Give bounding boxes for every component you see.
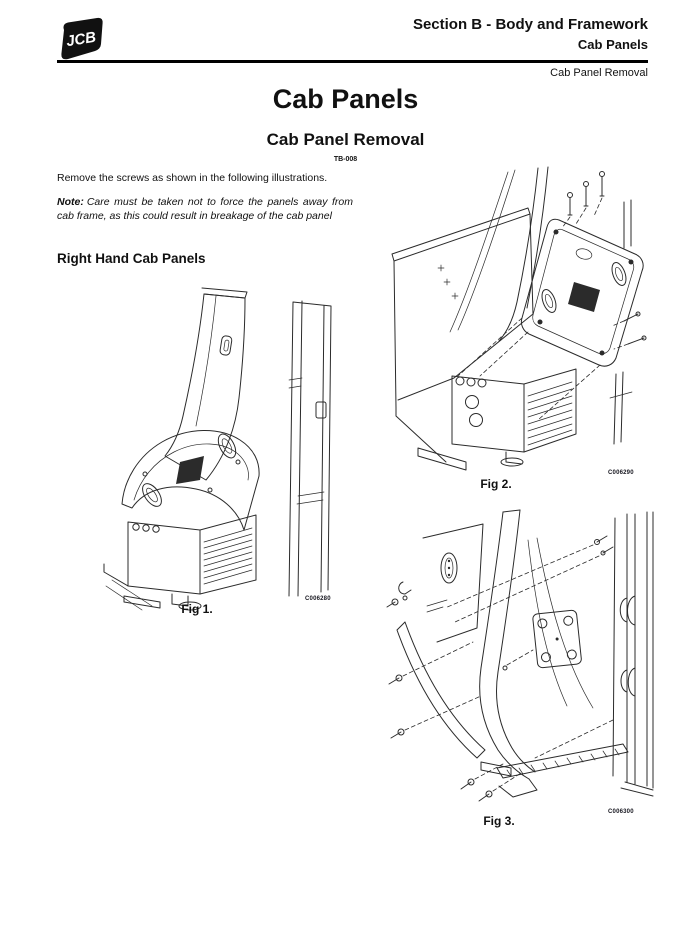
note-paragraph: [57, 196, 353, 223]
header-section-title: Section B - Body and Framework: [412, 16, 648, 33]
header-chapter-title: Cab Panels: [577, 36, 648, 52]
note-text: Care must be taken not to force the panels away from cab frame, as this could result in breakage of the cab panel: [57, 196, 353, 222]
figure-3-illustration: [385, 510, 657, 808]
figure-1-caption: Fig 1.: [181, 602, 213, 616]
note-label: Note:: [57, 196, 84, 208]
figure-3-code: C006300: [608, 809, 634, 815]
figure-1-code: C006280: [305, 596, 331, 602]
figure-2-code: C006290: [608, 470, 634, 476]
header-rule: [57, 60, 648, 63]
ref-code: TB-008: [333, 156, 358, 163]
figure-2-caption: Fig 2.: [480, 477, 512, 491]
breadcrumb-topic: Cab Panel Removal: [550, 67, 648, 79]
jcb-logo: [55, 17, 107, 61]
page-header: [413, 16, 648, 53]
figure-2-illustration: [388, 162, 650, 472]
jcb-logo-text: JCB: [64, 28, 98, 51]
section-heading: Right Hand Cab Panels: [57, 251, 206, 266]
page-title: Cab Panels: [272, 84, 419, 114]
figure-3-caption: Fig 3.: [483, 814, 515, 828]
intro-paragraph: Remove the screws as shown in the following illustrations.: [57, 172, 328, 184]
page-subtitle: Cab Panel Removal: [266, 130, 425, 149]
figure-1-illustration: [88, 284, 343, 599]
